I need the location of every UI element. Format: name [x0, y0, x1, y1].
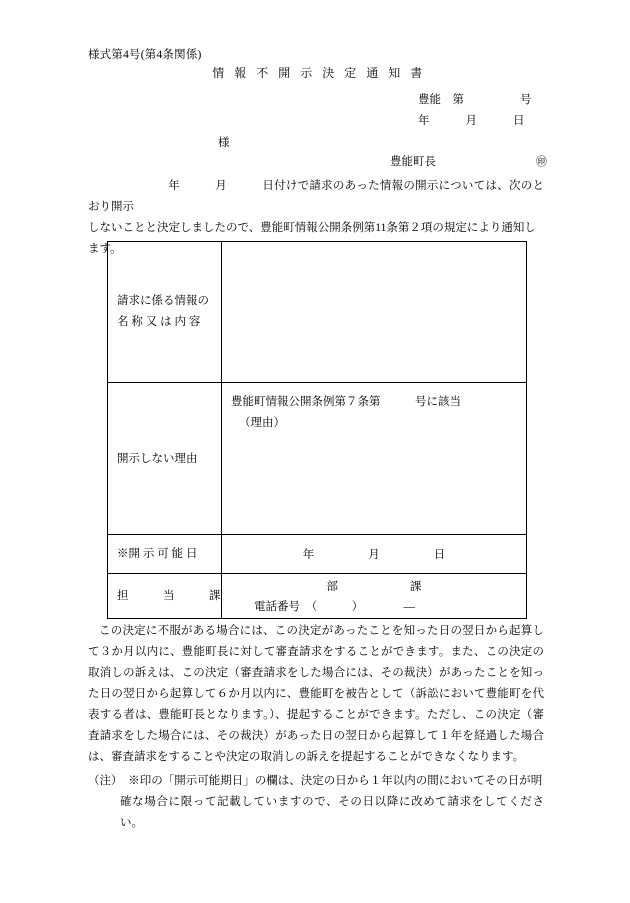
addressee-label: 様 [218, 137, 230, 149]
body-line-3: ます。 [88, 243, 122, 255]
footnote-block [88, 771, 544, 834]
body-line-2: しないことと決定しましたので、豊能町情報公開条例第11条第２項の規定により通知し [88, 222, 536, 234]
reason-clause-line: 豊能町情報公開条例第７条第 号に該当 [231, 396, 461, 408]
row-label-department: 担 当 課 [108, 574, 222, 619]
table-row-available-date [108, 535, 527, 574]
seal-mark: ㊞ [536, 156, 547, 168]
department-line [222, 575, 526, 597]
row-value-available-date[interactable] [222, 535, 527, 574]
phone-line: 電話番号 （ ） ― [254, 601, 415, 613]
footnote-line-2: 確な場合に限って記載していますので、その日以降に改めて請求をしてください。 [120, 796, 544, 829]
form-number: 様式第4号(第4条関係) [88, 49, 202, 61]
date-month-label: 月 [465, 115, 477, 127]
date-year-label: 年 [418, 115, 430, 127]
footnote-line-1: （注） ※印の「開示可能期日」の欄は、決定の日から１年以内の間においてその日が明 [88, 775, 543, 787]
document-number-line [418, 91, 532, 107]
document-date-line [418, 112, 525, 128]
row-value-subject[interactable] [222, 242, 527, 383]
document-number-suffix: 号 [520, 94, 532, 106]
row-value-reason[interactable] [222, 383, 527, 535]
available-date-month: 月 [368, 549, 380, 561]
document-number-prefix: 豊能 第 [418, 94, 464, 106]
available-date-year: 年 [302, 549, 315, 561]
row-label-available-date: ※開 示 可 能 日 [108, 535, 222, 574]
issuer-block [390, 153, 547, 169]
table-row-subject [108, 242, 527, 383]
row-label-subject-line1: 請求に係る情報の [117, 295, 209, 307]
row-label-subject-line2: 名 称 又 は 内 容 [117, 316, 201, 328]
table-row-reason [108, 383, 527, 535]
issuer-name: 豊能町長 [390, 156, 436, 168]
date-day-label: 日 [513, 115, 525, 127]
reason-subtitle: （理由） [239, 417, 285, 429]
page-title: 情 報 不 開 示 決 定 通 知 書 [212, 66, 426, 80]
appeal-notice-paragraph: この決定に不服がある場合には、この決定があったことを知った日の翌日から起算して３か月以内に、豊能町長に対して審査請求をすることができます。また、この決定の取消しの訴えは、この決定（審査請求をした場合には、その裁決）があったことを知った日の翌日から起算して６か月以内に、豊能町を被告として（訴訟において豊能町を代表する者は、豊能町長となります。）、提起することができます。ただし、この決定（審査請求をした場合には、その裁決）があった日の翌日から起算して１年を経過した場合は、審査請求をすることや決定の取消しの訴えを提起することができなくなります。 [88, 625, 544, 763]
row-label-subject [108, 242, 222, 383]
body-lead-line: 年 月 日付けで請求のあった情報の開示については、次のとおり開示 [88, 180, 544, 213]
department-bu-label: 部 [326, 581, 338, 593]
row-label-reason: 開示しない理由 [108, 383, 222, 535]
department-ka-label: 課 [410, 581, 422, 593]
row-value-department[interactable] [222, 574, 527, 619]
available-date-day: 日 [433, 549, 446, 561]
table-row-department [108, 574, 527, 619]
information-table [107, 241, 527, 619]
